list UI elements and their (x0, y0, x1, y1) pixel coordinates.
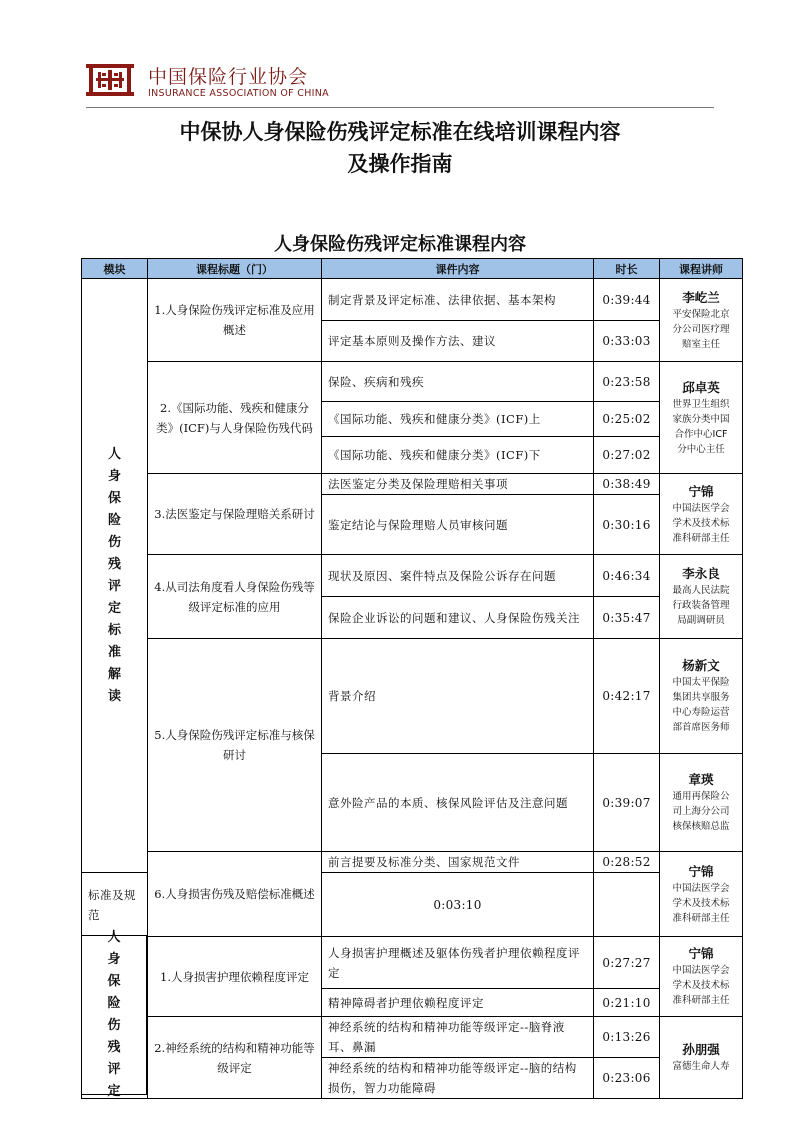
lecturer-desc: 富德生命人寿 (672, 1061, 730, 1072)
lesson-content: 《国际功能、残疾和健康分类》(ICF)上 (322, 402, 594, 437)
letterhead (86, 56, 486, 106)
lecturer-name: 邱卓英 (682, 379, 720, 395)
header-lecturer: 课程讲师 (660, 259, 743, 279)
section-title: 人身保险伤残评定标准课程内容 (274, 234, 526, 255)
lecturer-cell (660, 555, 743, 639)
lesson-content: 制定背景及评定标准、法律依据、基本架构 (322, 279, 594, 321)
lecturer-cell (660, 474, 743, 555)
document-title-line1: 中保协人身保险伤残评定标准在线培训课程内容 (179, 120, 621, 144)
lecturer-cell (660, 852, 743, 937)
org-name-en: INSURANCE ASSOCIATION OF CHINA (148, 88, 329, 99)
lesson-duration: 0:46:34 (594, 555, 660, 597)
table-row (82, 639, 743, 754)
lesson-duration: 0:33:03 (594, 321, 660, 362)
table-row (82, 852, 743, 873)
lecturer-desc: 中国太平保险集团共享服务中心寿险运营部首席医务师 (672, 677, 730, 733)
table-row (82, 474, 743, 495)
course-title: 3.法医鉴定与保险理赔关系研讨 (148, 474, 322, 555)
course-title: 4.从司法角度看人身保险伤残等级评定标准的应用 (148, 555, 322, 639)
lesson-content: 鉴定结论与保险理赔人员审核问题 (322, 495, 594, 555)
lesson-duration: 0:39:44 (594, 279, 660, 321)
lesson-duration: 0:03:10 (322, 873, 594, 937)
lecturer-name: 孙朋强 (682, 1042, 720, 1057)
lesson-duration: 0:35:47 (594, 597, 660, 639)
lesson-content: 评定基本原则及操作方法、建议 (322, 321, 594, 362)
lesson-content: 精神障碍者护理依赖程度评定 (322, 989, 594, 1017)
table-row (82, 279, 743, 321)
lesson-content: 标准及规范 (82, 873, 148, 937)
module-cell: 人身保险伤残评定标准解读 (82, 279, 148, 873)
header-divider (86, 107, 714, 108)
lecturer-desc: 平安保险北京分公司医疗理赔室主任 (672, 308, 730, 350)
header-course-title: 课程标题（门） (148, 259, 322, 279)
lesson-duration: 0:39:07 (594, 754, 660, 852)
lecturer-cell (660, 279, 743, 362)
lesson-content: 《国际功能、残疾和健康分类》(ICF)下 (322, 437, 594, 474)
lecturer-desc: 世界卫生组织家族分类中国合作中心ICF分中心主任 (672, 398, 730, 455)
lesson-content: 神经系统的结构和精神功能等级评定--脑脊液耳、鼻漏 (322, 1017, 594, 1058)
lesson-content: 意外险产品的本质、核保风险评估及注意问题 (322, 754, 594, 852)
lesson-duration: 0:23:06 (594, 1058, 660, 1099)
lesson-duration: 0:27:02 (594, 437, 660, 474)
lecturer-cell (660, 362, 743, 474)
lesson-content: 现状及原因、案件特点及保险公诉存在问题 (322, 555, 594, 597)
lecturer-cell (660, 937, 743, 1017)
lecturer-name: 李永良 (682, 566, 720, 581)
lecturer-desc: 通用再保险公司上海分公司核保核赔总监 (672, 791, 730, 832)
course-title: 1.人身保险伤残评定标准及应用概述 (148, 279, 322, 362)
table-row (82, 555, 743, 597)
lesson-content: 法医鉴定分类及保险理赔相关事项 (322, 474, 594, 495)
module-2-cell (81, 930, 147, 1099)
lesson-content: 保险、疾病和残疾 (322, 362, 594, 402)
insurance-association-logo-icon (86, 62, 134, 98)
table-row (82, 362, 743, 402)
lecturer-name: 宁锦 (688, 946, 714, 961)
lesson-duration: 0:28:52 (594, 852, 660, 873)
lesson-duration: 0:21:10 (594, 989, 660, 1017)
lecturer-desc: 中国法医学会学术及技术标准科研部主任 (672, 965, 730, 1006)
lesson-duration: 0:27:27 (594, 937, 660, 989)
table-row (82, 1017, 743, 1058)
lesson-duration: 0:13:26 (594, 1017, 660, 1058)
lecturer-cell (660, 754, 743, 852)
lesson-duration: 0:23:58 (594, 362, 660, 402)
lesson-duration: 0:25:02 (594, 402, 660, 437)
lesson-content: 保险企业诉讼的问题和建议、人身保险伤残关注 (322, 597, 594, 639)
lesson-content: 人身损害护理概述及躯体伤残者护理依赖程度评定 (322, 937, 594, 989)
lecturer-name: 章瑛 (688, 772, 714, 787)
org-name-cn: 中国保险行业协会 (148, 66, 309, 88)
course-table (81, 258, 743, 1099)
lesson-duration: 0:38:49 (594, 474, 660, 495)
lecturer-name: 宁锦 (688, 863, 714, 879)
lecturer-desc: 最高人民法院行政装备管理局副调研员 (672, 585, 730, 626)
document-title-line2: 及操作指南 (347, 152, 453, 176)
course-title: 1.人身损害护理依赖程度评定 (148, 937, 322, 1017)
lesson-duration: 0:42:17 (594, 639, 660, 754)
header-content: 课件内容 (322, 259, 594, 279)
module-name: 人身保险伤残评定 (107, 930, 121, 1099)
lecturer-cell (660, 639, 743, 754)
course-title: 5.人身保险伤残评定标准与核保研讨 (148, 639, 322, 852)
lecturer-desc: 中国法医学会学术及技术标准科研部主任 (672, 502, 730, 544)
lecturer-name: 李屹兰 (682, 289, 720, 305)
lecturer-desc: 中国法医学会学术及技术标准科研部主任 (672, 882, 730, 924)
header-module: 模块 (82, 259, 148, 279)
lecturer-name: 宁锦 (688, 483, 714, 499)
lecturer-name: 杨新文 (682, 658, 720, 673)
lesson-content: 前言提要及标准分类、国家规范文件 (322, 852, 594, 873)
lesson-content: 神经系统的结构和精神功能等级评定--脑的结构损伤，智力功能障碍 (322, 1058, 594, 1099)
course-title: 2.《国际功能、残疾和健康分类》(ICF)与人身保险伤残代码 (148, 362, 322, 474)
lesson-content: 背景介绍 (322, 639, 594, 754)
course-title: 2.神经系统的结构和精神功能等级评定 (148, 1017, 322, 1099)
lesson-duration: 0:30:16 (594, 495, 660, 555)
header-duration: 时长 (594, 259, 660, 279)
lecturer-cell (660, 1017, 743, 1099)
table-row (82, 937, 743, 989)
course-title: 6.人身损害伤残及赔偿标准概述 (148, 852, 322, 937)
table-header-row (82, 259, 743, 279)
